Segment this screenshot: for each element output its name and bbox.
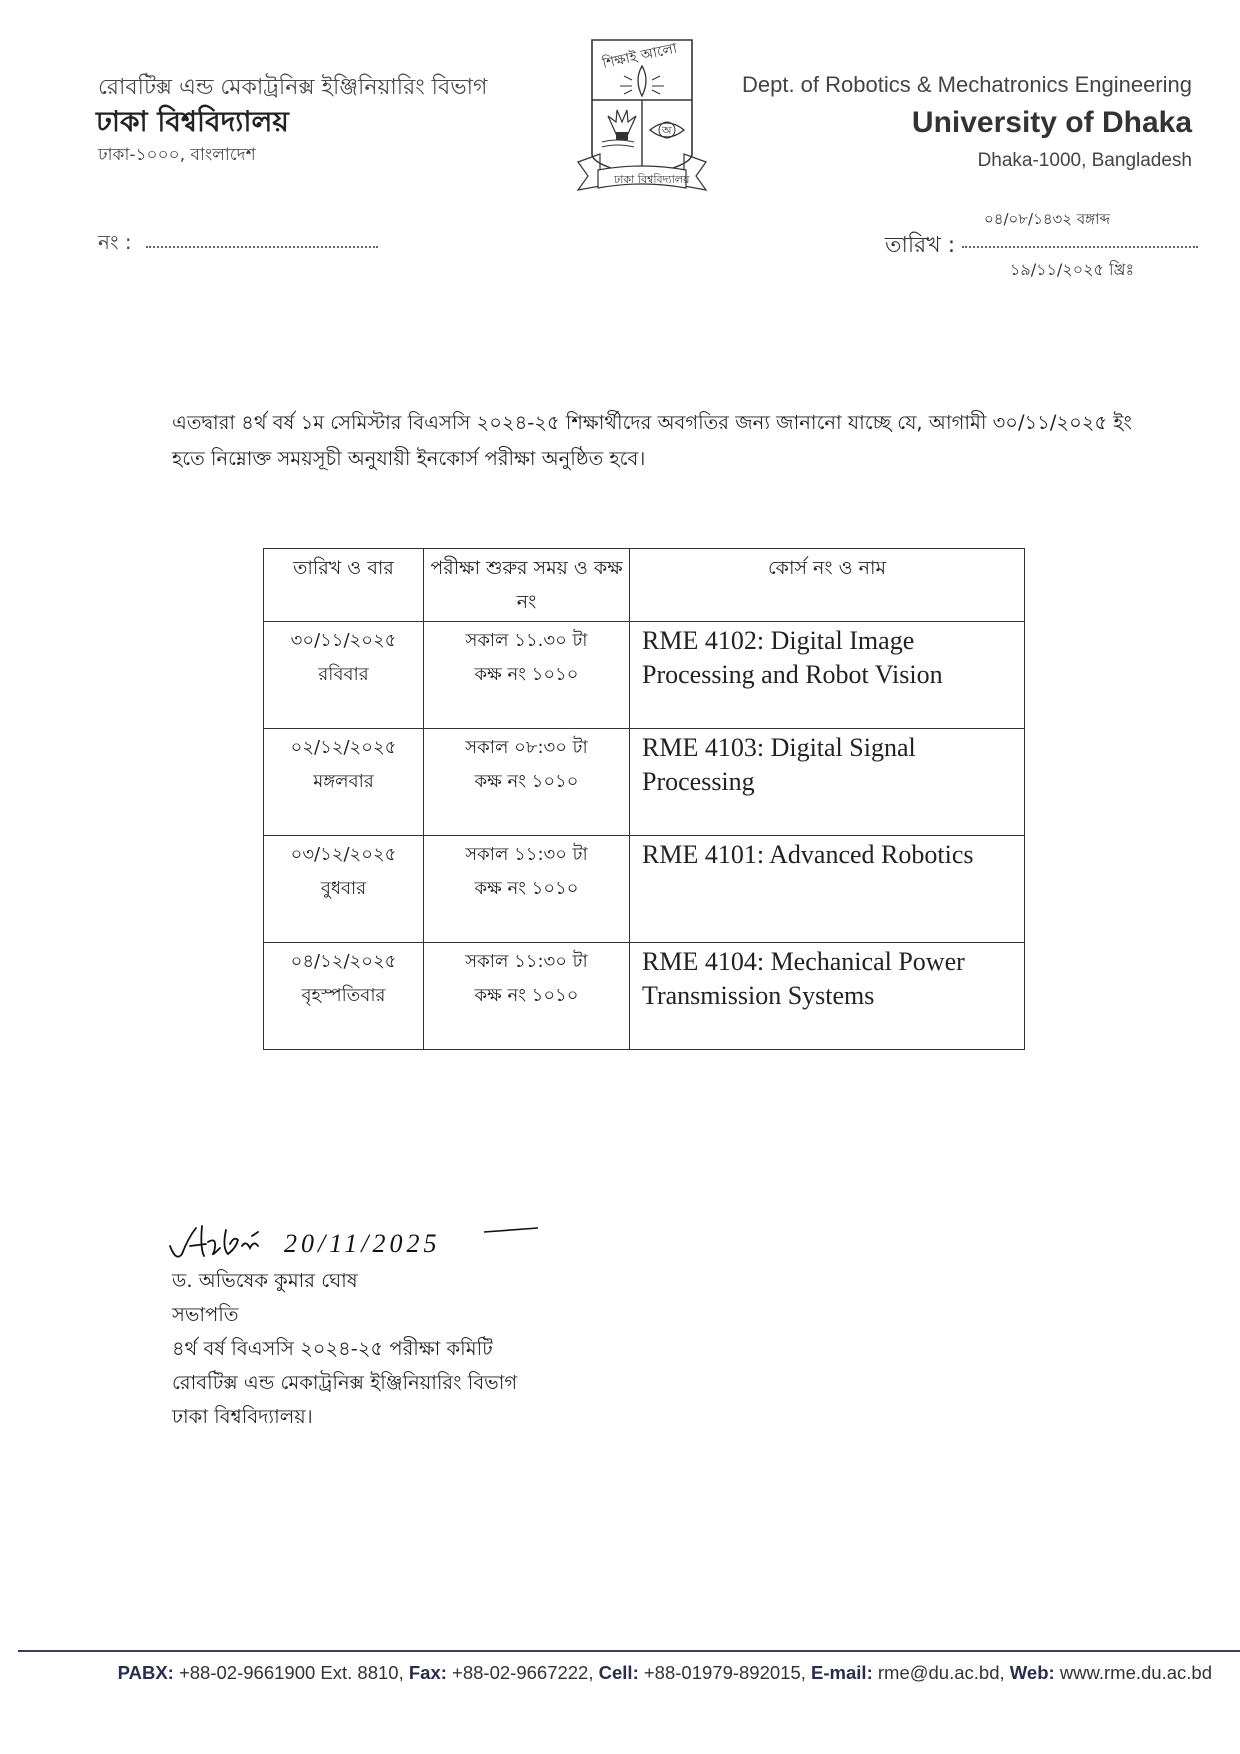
time-room-cell xyxy=(424,943,630,1050)
signatory-department: রোবটিক্স এন্ড মেকাট্রনিক্স ইঞ্জিনিয়ারিং বিভাগ xyxy=(172,1371,518,1394)
pabx-number: +88-02-9661900 Ext. 8810, xyxy=(178,1662,404,1683)
exam-room: কক্ষ নং ১০১০ xyxy=(474,985,579,1006)
exam-room: কক্ষ নং ১০১০ xyxy=(474,771,579,792)
email-label: E-mail: xyxy=(811,1662,873,1683)
website-url: www.rme.du.ac.bd xyxy=(1059,1662,1212,1683)
signatory-university: ঢাকা বিশ্ববিদ্যালয়। xyxy=(172,1405,313,1428)
exam-day: বৃহস্পতিবার xyxy=(301,985,386,1006)
department-name-english: Dept. of Robotics & Mechatronics Engineering xyxy=(741,72,1192,97)
address-english: Dhaka-1000, Bangladesh xyxy=(977,150,1192,171)
exam-room: কক্ষ নং ১০১০ xyxy=(474,878,579,899)
column-header-time-room: পরীক্ষা শুরুর সময় ও কক্ষ নং xyxy=(424,549,630,622)
course-cell: RME 4104: Mechanical Power Transmission Systems xyxy=(630,943,1025,1050)
exam-day: রবিবার xyxy=(318,664,369,685)
exam-time: সকাল ১১:৩০ টা xyxy=(465,844,588,865)
time-room-cell xyxy=(424,729,630,836)
footer-divider xyxy=(18,1650,1240,1652)
footer-contact-info xyxy=(0,1662,1212,1684)
university-name-bangla: ঢাকা বিশ্ববিদ্যালয় xyxy=(96,105,289,138)
time-room-cell xyxy=(424,622,630,729)
signature-date: 20/11/2025 xyxy=(284,1229,441,1258)
exam-date: ০২/১২/২০২৫ xyxy=(290,737,397,758)
course-cell: RME 4103: Digital Signal Processing xyxy=(630,729,1025,836)
department-name-bangla: রোবটিক্স এন্ড মেকাট্রনিক্স ইঞ্জিনিয়ারিং বিভাগ xyxy=(98,75,488,100)
table-row xyxy=(264,836,1025,943)
exam-time: সকাল ১১:৩০ টা xyxy=(465,951,588,972)
torch-flame-icon xyxy=(638,66,646,96)
eye-icon xyxy=(650,122,684,138)
course-cell: RME 4101: Advanced Robotics xyxy=(630,836,1025,943)
table-row xyxy=(264,943,1025,1050)
cell-number: +88-01979-892015, xyxy=(643,1662,806,1683)
fax-number: +88-02-9667222, xyxy=(452,1662,594,1683)
date-field-line xyxy=(962,232,1198,248)
table-row xyxy=(264,729,1025,836)
university-crest-logo xyxy=(572,36,712,196)
exam-day: বুধবার xyxy=(320,878,367,899)
exam-date: ৩০/১১/২০২৫ xyxy=(290,630,397,651)
date-day-cell xyxy=(264,943,424,1050)
exam-room: কক্ষ নং ১০১০ xyxy=(474,664,579,685)
svg-text:অ: অ xyxy=(662,124,672,137)
column-header-course: কোর্স নং ও নাম xyxy=(630,549,1025,622)
lotus-icon xyxy=(602,110,636,147)
reference-label: নং : xyxy=(98,230,132,254)
exam-day: মঙ্গলবার xyxy=(313,771,374,792)
date-day-cell xyxy=(264,729,424,836)
date-day-cell xyxy=(264,622,424,729)
column-header-date-day: তারিখ ও বার xyxy=(264,549,424,622)
exam-schedule-table xyxy=(263,548,1025,1050)
crest-banner: ঢাকা বিশ্ববিদ্যালয় xyxy=(614,173,690,186)
email-address: rme@du.ac.bd, xyxy=(877,1662,1005,1683)
table-row xyxy=(264,622,1025,729)
signatory-committee: ৪র্থ বর্ষ বিএসসি ২০২৪-২৫ পরীক্ষা কমিটি xyxy=(172,1337,493,1360)
web-label: Web: xyxy=(1009,1662,1055,1683)
date-gregorian: ১৯/১১/২০২৫ খ্রিঃ xyxy=(1010,260,1134,279)
pabx-label: PABX: xyxy=(117,1662,174,1683)
exam-time: সকাল ০৮:৩০ টা xyxy=(465,737,588,758)
signatory-block xyxy=(172,1264,517,1434)
table-header-row xyxy=(264,549,1025,622)
university-name-english: University of Dhaka xyxy=(911,106,1192,139)
notice-text: এতদ্বারা ৪র্থ বর্ষ ১ম সেমিস্টার বিএসসি ২০২৪-২৫ শিক্ষার্থীদের অবগতির জন্য জানানো যাচ্ছে যে, আগামী ৩০/১১/২০২৫ ইং হতে নিম্নোক্ত সময়সূচী অনুযায়ী ইনকোর্স পরীক্ষা অনুষ্ঠিত হবে। xyxy=(172,411,1132,470)
exam-time: সকাল ১১.৩০ টা xyxy=(465,630,588,651)
date-bangla-calendar: ০৪/০৮/১৪৩২ বঙ্গাব্দ xyxy=(984,210,1110,228)
signatory-title: সভাপতি xyxy=(172,1303,239,1326)
exam-date: ০৩/১২/২০২৫ xyxy=(290,844,397,865)
signatory-name: ড. অভিষেক কুমার ঘোষ xyxy=(172,1269,358,1292)
reference-number-field xyxy=(146,232,378,248)
time-room-cell xyxy=(424,836,630,943)
date-label: তারিখ : xyxy=(885,233,956,258)
course-cell: RME 4102: Digital Image Processing and Robot Vision xyxy=(630,622,1025,729)
exam-date: ০৪/১২/২০২৫ xyxy=(290,951,397,972)
date-day-cell xyxy=(264,836,424,943)
fax-label: Fax: xyxy=(408,1662,447,1683)
handwritten-signature xyxy=(166,1218,546,1264)
crest-motto: শিক্ষাই আলো xyxy=(600,40,679,73)
address-bangla: ঢাকা-১০০০, বাংলাদেশ xyxy=(98,145,256,165)
cell-label: Cell: xyxy=(598,1662,639,1683)
